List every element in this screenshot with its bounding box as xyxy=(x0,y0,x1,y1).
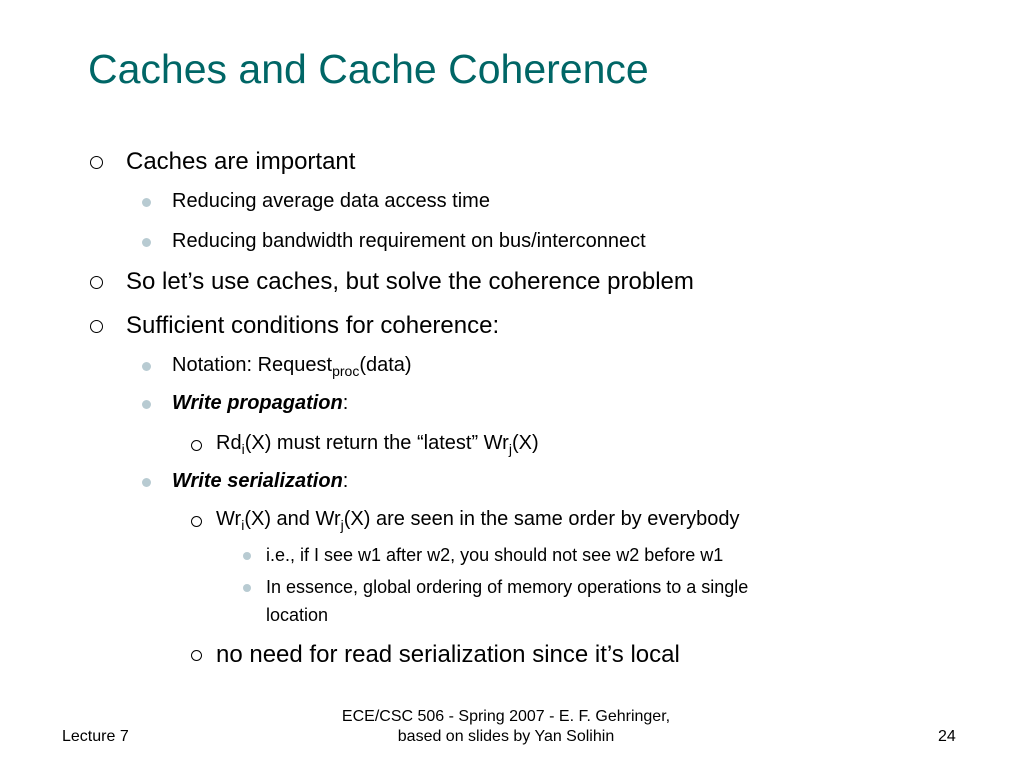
subscript: j xyxy=(340,516,344,533)
filled-dot-bullet-icon xyxy=(142,400,151,409)
notation-suffix: (data) xyxy=(359,354,412,376)
bullet-text: Sufficient conditions for coherence: xyxy=(126,312,500,339)
text-part: (X) are seen in the same order by everybody xyxy=(343,508,740,530)
write-propagation-label: Write propagation xyxy=(172,392,343,414)
notation-prefix: Notation: Request xyxy=(172,354,333,376)
bullet-sufficient-conditions xyxy=(126,312,499,340)
bullet-notation xyxy=(172,354,412,377)
bullet-global-ordering-continued xyxy=(266,605,328,626)
bullet-text: So let’s use caches, but solve the coherence problem xyxy=(126,268,694,295)
slide-title: Caches and Cache Coherence xyxy=(88,46,649,92)
bullet-write-propagation xyxy=(172,392,348,415)
hollow-circle-bullet-icon xyxy=(191,650,202,661)
bullet-global-ordering xyxy=(266,577,748,598)
text-part: Wr xyxy=(216,508,242,530)
bullet-text: location xyxy=(266,605,329,625)
text-part: (X) and Wr xyxy=(244,508,341,530)
bullet-wr-same-order xyxy=(216,508,740,531)
hollow-circle-bullet-icon xyxy=(90,320,103,333)
bullet-text: no need for read serialization since it’s local xyxy=(216,641,680,668)
hollow-circle-bullet-icon xyxy=(191,516,202,527)
bullet-no-read-serialization xyxy=(216,641,680,669)
text-part: Rd xyxy=(216,432,242,454)
colon: : xyxy=(342,392,349,414)
bullet-text: In essence, global ordering of memory operations to a single xyxy=(266,577,749,597)
text-part: (X) must return the “latest” Wr xyxy=(244,432,509,454)
hollow-circle-bullet-icon xyxy=(90,276,103,289)
filled-dot-bullet-icon xyxy=(142,362,151,371)
subscript: j xyxy=(508,440,512,457)
filled-dot-bullet-icon xyxy=(243,584,251,592)
hollow-circle-bullet-icon xyxy=(191,440,202,451)
filled-dot-bullet-icon xyxy=(142,478,151,487)
filled-dot-bullet-icon xyxy=(243,552,251,560)
hollow-circle-bullet-icon xyxy=(90,156,103,169)
bullet-text: i.e., if I see w1 after w2, you should not see w2 before w1 xyxy=(266,545,724,565)
subscript: i xyxy=(241,440,245,457)
bullet-caches-important xyxy=(126,148,355,176)
bullet-write-serialization xyxy=(172,470,348,493)
bullet-text: Reducing bandwidth requirement on bus/interconnect xyxy=(172,230,646,252)
footer-page-number: 24 xyxy=(938,728,956,745)
notation-subscript: proc xyxy=(332,362,360,379)
bullet-text: Caches are important xyxy=(126,148,356,175)
footer-lecture: Lecture 7 xyxy=(62,728,129,745)
bullet-use-caches xyxy=(126,268,694,296)
footer-course-credit: ECE/CSC 506 - Spring 2007 - E. F. Gehringer, based on slides by Yan Solihin xyxy=(341,708,671,745)
filled-dot-bullet-icon xyxy=(142,238,151,247)
filled-dot-bullet-icon xyxy=(142,198,151,207)
bullet-reducing-access-time xyxy=(172,190,490,213)
bullet-ie-w1-w2 xyxy=(266,545,723,566)
write-serialization-label: Write serialization xyxy=(172,470,343,492)
colon: : xyxy=(342,470,349,492)
bullet-reducing-bandwidth xyxy=(172,230,646,253)
subscript: i xyxy=(241,516,245,533)
bullet-text: Reducing average data access time xyxy=(172,190,490,212)
bullet-rd-must-return-latest xyxy=(216,432,539,455)
text-part: (X) xyxy=(511,432,539,454)
